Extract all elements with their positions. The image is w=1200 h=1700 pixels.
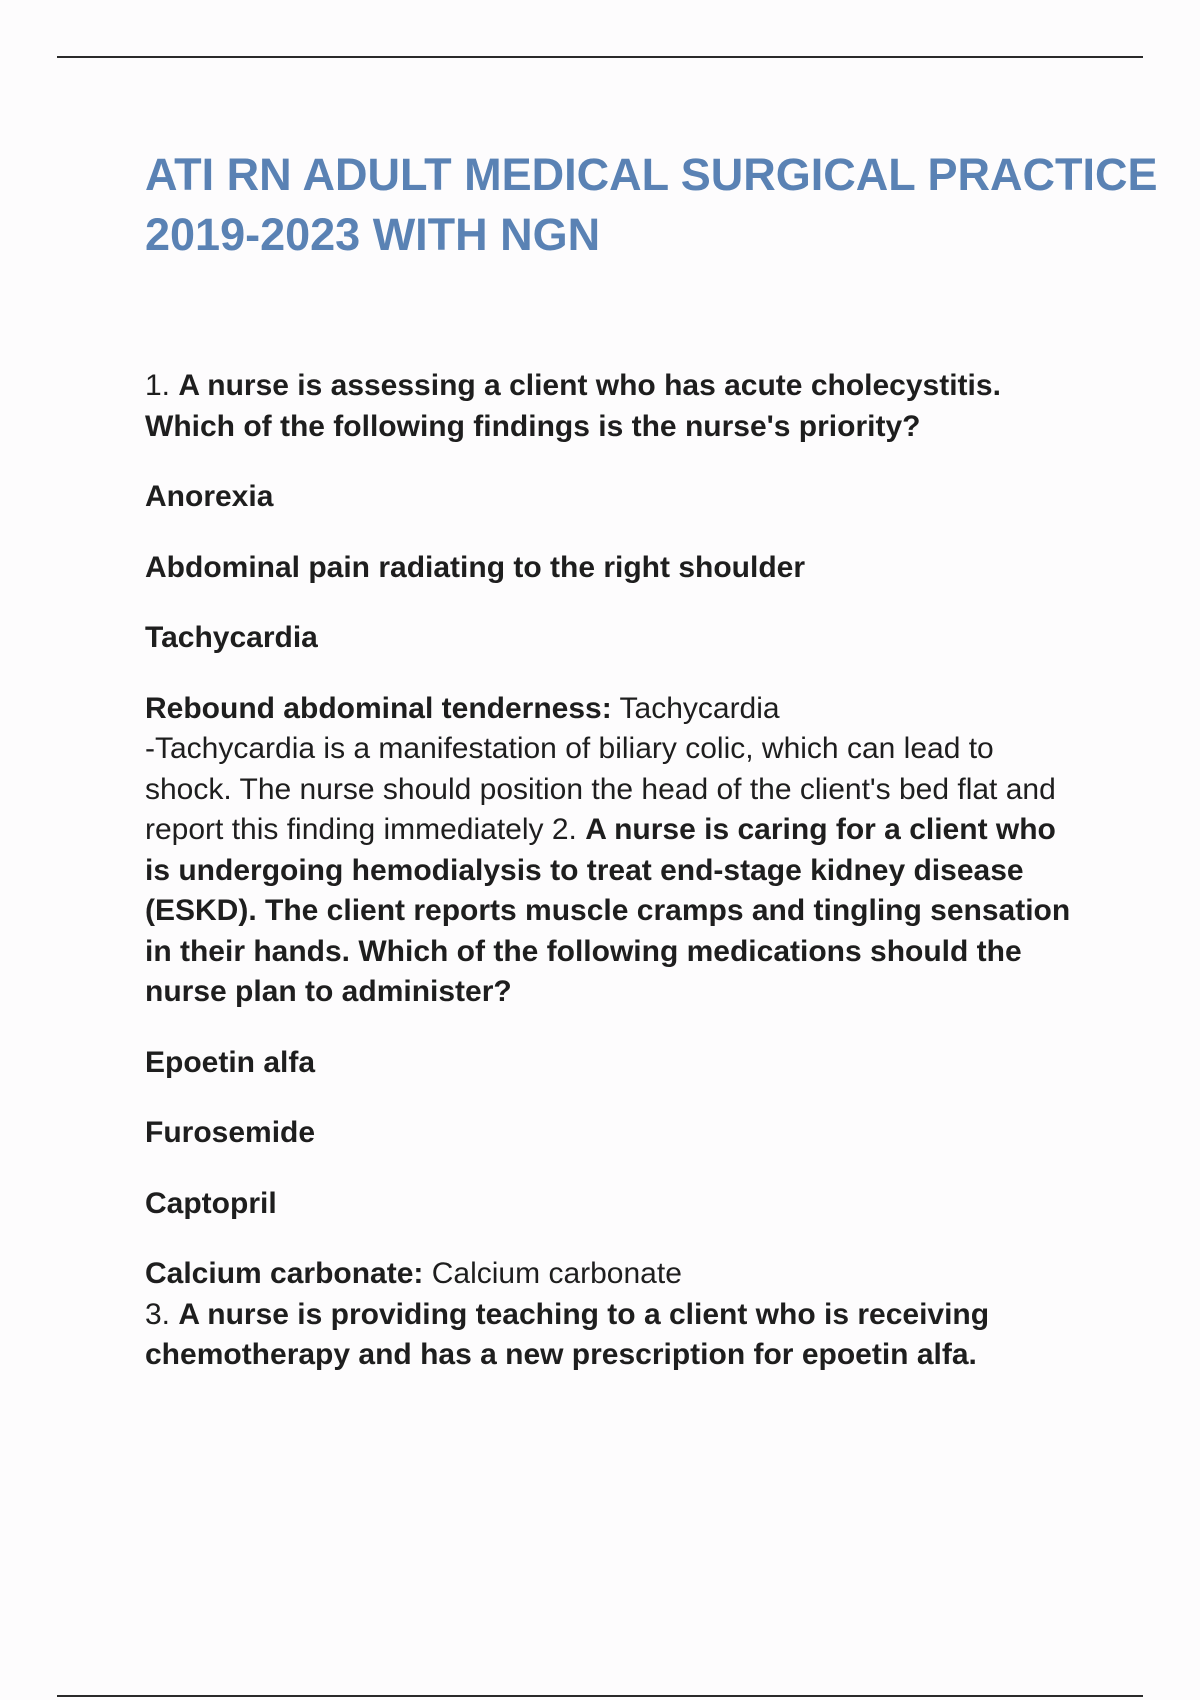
question-number: 3. [145,1297,179,1331]
document-title [145,145,1200,265]
question-number: 1. [145,369,179,402]
answer-option: Calcium carbonate: [145,1257,424,1290]
answer-option: Furosemide [145,1116,316,1149]
correct-answer: Calcium carbonate [423,1257,682,1290]
question-1 [145,366,1080,447]
answer-option: Anorexia [145,480,274,513]
title-line-1: ATI RN ADULT MEDICAL SURGICAL PRACTICE [145,149,1158,200]
correct-answer: Tachycardia [611,691,780,725]
answer-option: Tachycardia [145,621,318,654]
answer-option-with-answer [145,689,1080,730]
answer-option: Captopril [145,1186,277,1220]
title-line-2: 2019-2023 WITH NGN [145,209,601,260]
question-3 [145,1295,1080,1376]
bottom-rule [57,1695,1143,1697]
document-content [145,366,1080,1376]
question-text: A nurse is caring for a client who is undergoing hemodialysis to treat end-stage kidney disease (ESKD). The client reports muscle cramps and tingling sensation in their hands. Which of the following medications should the nurse plan to administer? [145,813,1071,1008]
rationale: -Tachycardia is a manifestation of biliary colic, which can lead to shock. The nurse should position the head of the client's bed flat and report this finding immediately [145,732,1056,846]
answer-option: Rebound abdominal tenderness: [145,691,612,725]
top-rule [57,56,1143,58]
question-text: A nurse is providing teaching to a client who is receiving chemotherapy and has a new prescription for epoetin alfa. [145,1297,990,1371]
answer-option: Epoetin alfa [145,1045,316,1079]
rationale-and-question-2 [145,729,1080,1013]
question-text: A nurse is assessing a client who has acute cholecystitis. Which of the following findings is the nurse's priority? [145,369,1001,443]
question-number: 2. [551,813,586,846]
answer-option: Abdominal pain radiating to the right shoulder [145,550,805,584]
answer-option-with-answer [145,1254,1080,1295]
